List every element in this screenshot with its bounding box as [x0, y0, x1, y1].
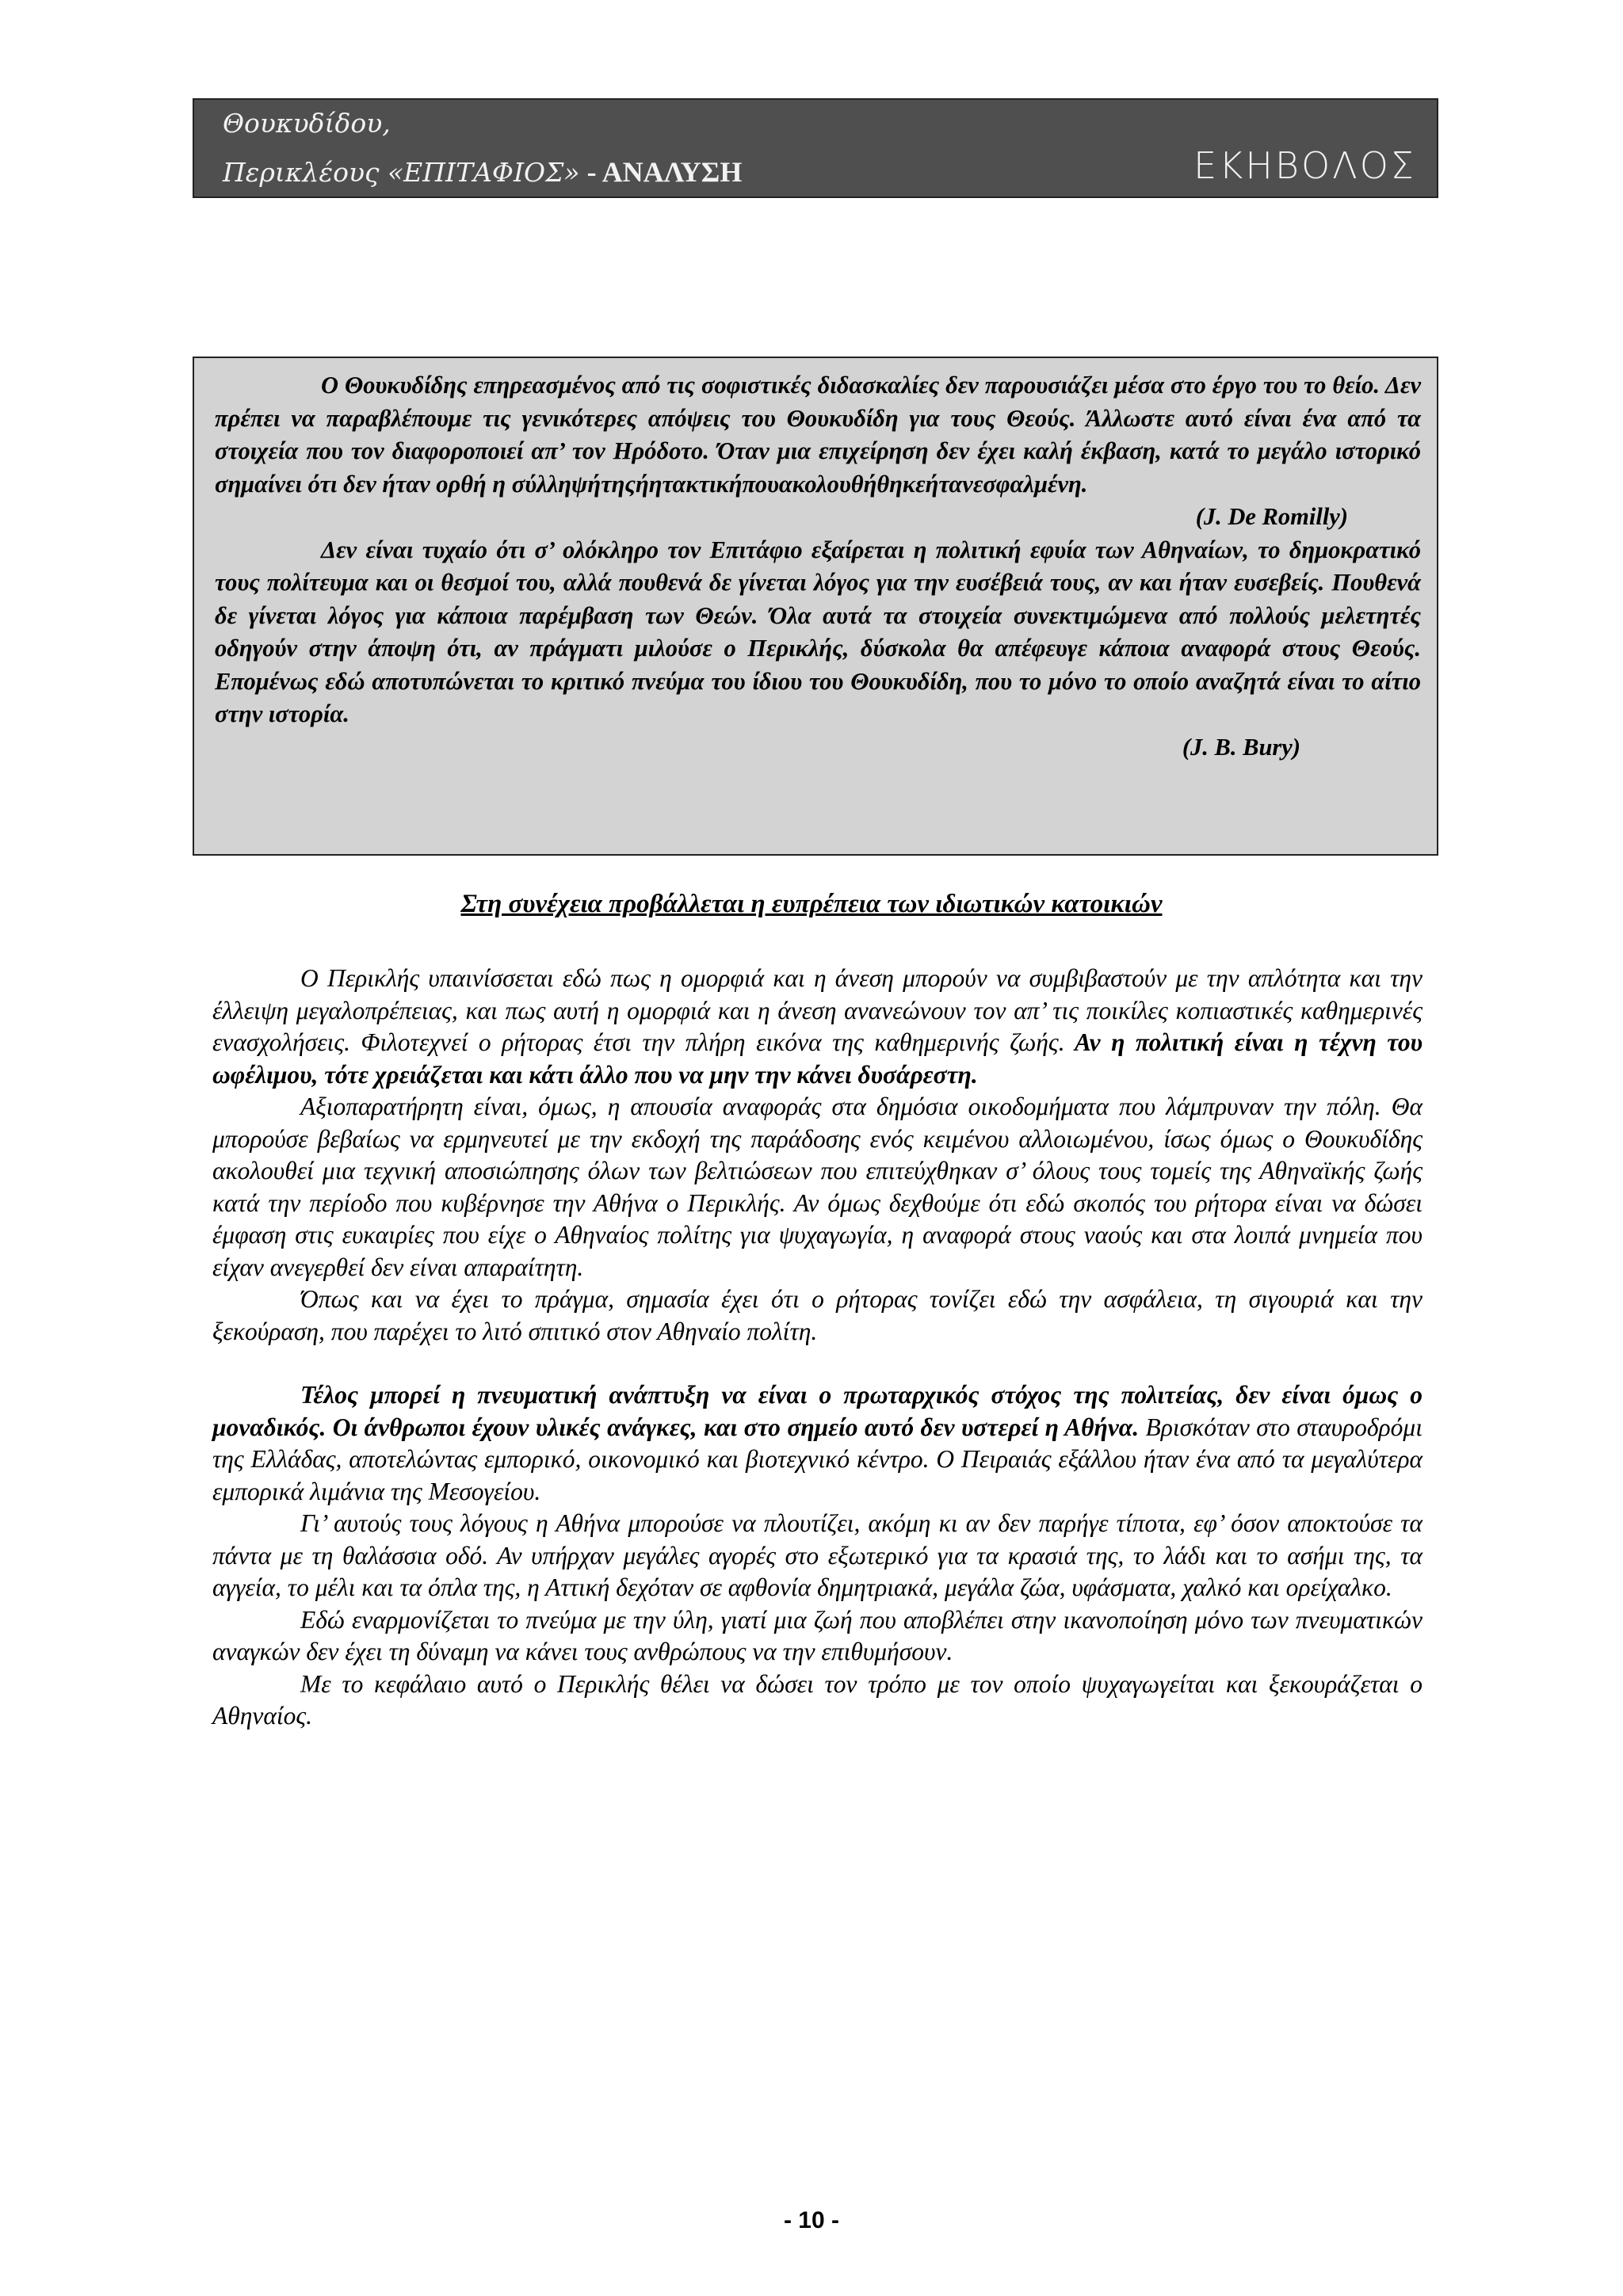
- paragraph-4-emphasis: Τέλος μπορεί η πνευματική ανάπτυξη να είναι ο πρωταρχικός στόχος της πολιτείας, δεν είναι όμως ο μοναδικός. Οι άνθρωποι έχουν υλικές ανάγκες, και στο σημείο αυτό δεν υστερεί η Αθήνα.: [212, 1381, 1423, 1441]
- paragraph-gap: [212, 1348, 1423, 1379]
- paragraph-5: Γι’ αυτούς τους λόγους η Αθήνα μπορούσε να πλουτίζει, ακόμη κι αν δεν παρήγε τίποτα, εφ’ όσον αποκτούσε τα πάντα με τη θαλάσσια οδό. Αν υπήρχαν μεγάλες αγορές στο εξωτερικό για τα κρασιά της, το λάδι και το ασήμι της, τα αγγεία, το μέλι και τα όπλα της, η Αττική δεχόταν σε αφθονία δημητριακά, μεγάλα ζώα, υφάσματα, χαλκό και ορείχαλκο.: [212, 1509, 1423, 1601]
- paragraph-1-emphasis: Αν η πολιτική είναι η τέχνη του ωφέλιμου, τότε χρειάζεται και κάτι άλλο που να μην την κάνει δυσάρεστη.: [212, 1028, 1423, 1089]
- paragraph-6: Εδώ εναρμονίζεται το πνεύμα με την ύλη, γιατί μια ζωή που αποβλέπει στην ικανοποίηση μόνο των πνευματικών αναγκών δεν έχει τη δύναμη να κάνει τους ανθρώπους να την επιθυμήσουν.: [212, 1605, 1423, 1665]
- header-author: Θουκυδίδου,: [223, 108, 391, 139]
- quotations-box: [193, 357, 1438, 856]
- section-title: Στη συνέχεια προβάλλεται η ευπρέπεια των ιδιωτικών κατοικιών: [460, 890, 1163, 918]
- publisher-logo: ΕΚΗΒΟΛΟΣ: [1193, 144, 1416, 187]
- body-text: [212, 963, 1423, 1733]
- paragraph-3: Όπως και να έχει το πράγμα, σημασία έχει ότι ο ρήτορας τονίζει εδώ την ασφάλεια, τη σιγουριά και την ξεκούραση, που παρέχει το λιτό σπιτικό στον Αθηναίο πολίτη.: [212, 1285, 1423, 1345]
- page-number: - 10 -: [783, 2207, 840, 2233]
- paragraph-1-text: Ο Περικλής υπαινίσσεται εδώ πως η ομορφιά και η άνεση μπορούν να συμβιβαστούν με την απλότητα και την έλλειψη μεγαλοπρέπειας, και πως αυτή η ομορφιά και η άνεση ανανεώνουν τον απ’ τις ποικίλες κοπιαστικές καθημερινές ενασχολήσεις. Φιλοτεχνεί ο ρήτορας έτσι την πλήρη εικόνα της καθημερινής ζωής.: [212, 964, 1423, 1056]
- quote-bury: Δεν είναι τυχαίο ότι σ’ ολόκληρο τον Επιτάφιο εξαίρεται η πολιτική εφυία των Αθηναίων, το δημοκρατικό τους πολίτευμα και οι θεσμοί του, αλλά πουθενά δε γίνεται λόγος για την ευσέβειά τους, αν και ήταν ευσεβείς. Πουθενά δε γίνεται λόγος για κάποια παρέμβαση των Θεών. Όλα αυτά τα στοιχεία συνεκτιμώμενα από πολλούς μελετητές οδηγούν στην άποψη ότι, αν πράγματι μιλούσε ο Περικλής, δύσκολα θα απέφευγε κάποια αναφορά στους Θεούς. Επομένως εδώ αποτυπώνεται το κριτικό πνεύμα του ίδιου του Θουκυδίδη, που το μόνο το οποίο αναζητά είναι το αίτιο στην ιστορία.: [215, 536, 1421, 727]
- header-title: [223, 155, 742, 189]
- attribution-bury: (J. B. Bury): [1182, 733, 1300, 761]
- paragraph-4: [212, 1379, 1423, 1508]
- quote-romilly: Ο Θουκυδίδης επηρεασμένος από τις σοφιστικές διδασκαλίες δεν παρουσιάζει μέσα στο έργο του το θείο. Δεν πρέπει να παραβλέπουμε τις γενικότερες απόψεις του Θουκυδίδη για τους Θεούς. Άλλωστε αυτό είναι ένα από τα στοιχεία που τον διαφοροποιεί απ’ τον Ηρόδοτο. Όταν μια επιχείρηση δεν έχει καλή έκβαση, κατά το μεγάλο ιστορικό σημαίνει ότι δεν ήταν ορθή η σύλληψήτηςήητακτικήπουακολουθήθηκεήτανεσφαλμένη.: [215, 372, 1421, 498]
- attribution-romilly: (J. De Romilly): [1195, 503, 1348, 530]
- paragraph-1: [212, 963, 1423, 1091]
- paragraph-2: Αξιοπαρατήρητη είναι, όμως, η απουσία αναφοράς στα δημόσια οικοδομήματα που λάμπρυναν την πόλη. Θα μπορούσε βεβαίως να ερμηνευτεί με την εκδοχή της παράδοσης ενός κειμένου αλλοιωμένου, ίσως όμως ο Θουκυδίδης ακολουθεί μια τεχνική αποσιώπησης όλων των βελτιώσεων που επιτεύχθηκαν σ’ όλους τους τομείς της Αθηναϊκής ζωής κατά την περίοδο που κυβέρνησε την Αθήνα ο Περικλής. Αν όμως δεχθούμε ότι εδώ σκοπός του ρήτορα είναι να δώσει έμφαση στις ευκαιρίες που είχε ο Αθηναίος πολίτης για ψυχαγωγία, η αναφορά στους ναούς και στα λοιπά μνημεία που είχαν ανεγερθεί δεν είναι απαραίτητη.: [212, 1093, 1423, 1281]
- page-header: [193, 98, 1438, 198]
- header-title-italic: Περικλέους «ΕΠΙΤΑΦΙΟΣ»: [223, 157, 580, 188]
- paragraph-7: Με το κεφάλαιο αυτό ο Περικλής θέλει να δώσει τον τρόπο με τον οποίο ψυχαγωγείται και ξεκουράζεται ο Αθηναίος.: [212, 1669, 1423, 1730]
- paragraph-4-text: Βρισκόταν στο σταυροδρόμι της Ελλάδας, αποτελώντας εμπορικό, οικονομικό και βιοτεχνικό κέντρο. Ο Πειραιάς εξάλλου ήταν ένα από τα μεγαλύτερα εμπορικά λιμάνια της Μεσογείου.: [212, 1413, 1423, 1505]
- header-title-bold: - ΑΝΑΛΥΣΗ: [579, 156, 743, 188]
